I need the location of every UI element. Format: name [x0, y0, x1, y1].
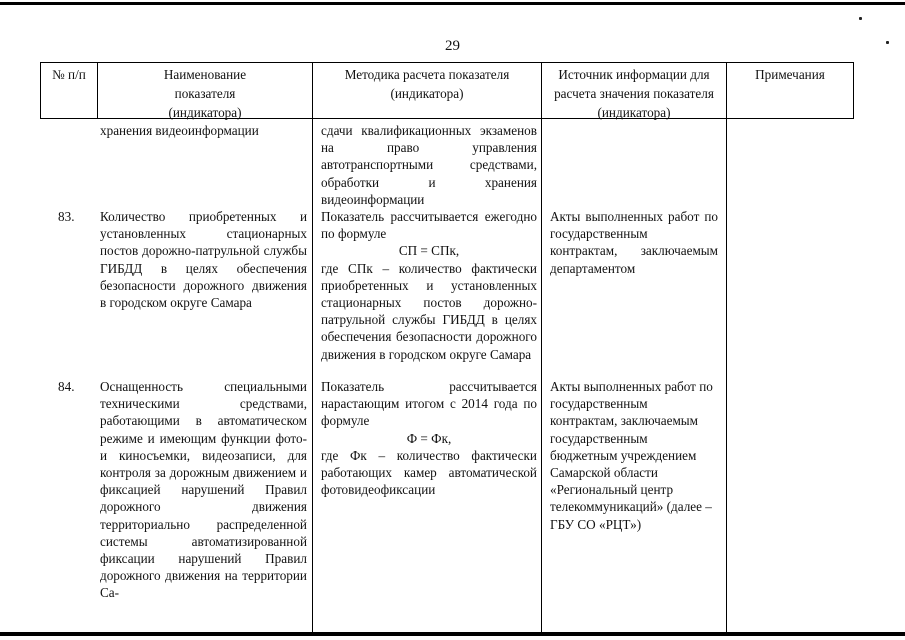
formula: Ф = Фк,	[406, 430, 452, 446]
row-83-source-cell: Акты выполненных работ по государственным контрактам, заключаемым департаментом	[550, 209, 718, 276]
method-where: где Фк – количество фактически работающих камер автоматической фотовидеофиксации	[321, 447, 537, 498]
column-divider	[726, 119, 727, 632]
row-84-name-cell: Оснащенность специальными техническими средствами, работающими в автоматическом режиме и имеющим функции фото- и киносъемки, видеозаписи, для контроля за дорожным движением и фиксацией нарушений Правил дорожного движения территориально распределенной системы автоматизированной фиксации нарушений Правил дорожного движения на территории Са-	[100, 379, 307, 601]
row-83-number: 83.	[58, 209, 75, 224]
column-divider	[541, 119, 542, 632]
cont-method-cell: сдачи квалификационных экзаменов на право управления автотранспортными средствами, обработки и хранения видеоинформации	[321, 123, 537, 207]
top-rule	[0, 2, 905, 5]
row-84-number: 84.	[58, 379, 75, 394]
header-notes: Примечания	[755, 67, 825, 82]
row-83-name-cell: Количество приобретенных и установленных стационарных постов дорожно-патрульной службы ГИБДД в целях обеспечения безопасности дорожного движения в городском округе Самара	[100, 209, 307, 311]
table-header	[40, 62, 854, 119]
column-divider	[312, 119, 313, 632]
method-intro: Показатель рассчитывается нарастающим итогом с 2014 года по формуле	[321, 379, 537, 429]
header-number: № п/п	[41, 63, 98, 118]
scan-speck	[859, 17, 862, 20]
page-number: 29	[445, 38, 460, 54]
bottom-rule	[0, 632, 905, 636]
row-83-method-cell	[321, 208, 537, 363]
header-source: Источник информации для расчета значения показателя (индикатора)	[542, 63, 727, 118]
header-name: Наименование показателя (индикатора)	[98, 63, 313, 118]
header-method: Методика расчета показателя (индикатора)	[313, 63, 542, 118]
row-84-method-cell	[321, 378, 537, 498]
method-intro: Показатель рассчитывается ежегодно по формуле	[321, 209, 537, 242]
formula: СП = СПк,	[398, 243, 460, 259]
row-84-source-cell: Акты выполненных работ по государственным контрактам, заключаемым государственным бюджетным учреждением Самарской области «Региональный центр телекоммуникаций» (далее – ГБУ СО «РЦТ»)	[550, 379, 713, 532]
cont-name-cell: хранения видеоинформации	[100, 123, 259, 138]
method-where: где СПк – количество фактически приобретенных и установленных стационарных постов дорожно-патрульной службы ГИБДД в целях обеспечения безопасности дорожного движения в городском округе Самара	[321, 260, 537, 362]
